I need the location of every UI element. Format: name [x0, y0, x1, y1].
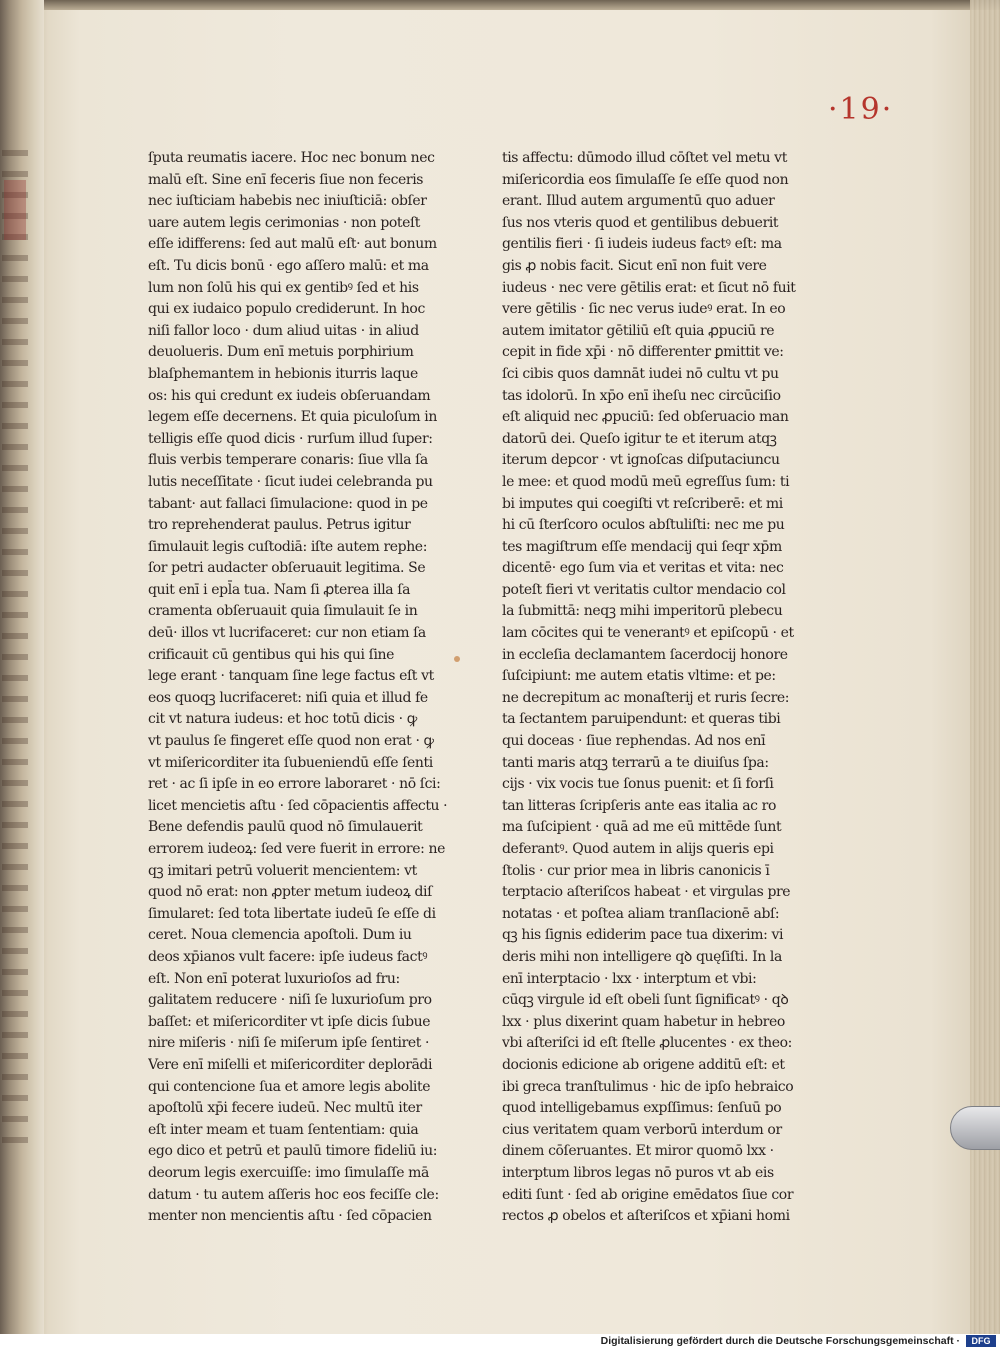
text-line: autem imitator gētiliū eſt quia ꝓpuciū re — [502, 322, 775, 339]
footer-funding-note: Digitalisierung gefördert durch die Deutsche Forschungsgemeinschaft · — [600, 1335, 960, 1347]
text-line: os: his qui credunt ex iudeis obſeruandam — [148, 387, 431, 404]
text-line: Vere enī miſelli et miſericorditer deplorādi — [148, 1056, 433, 1073]
text-line: iudeus · nec vere gētilis erat: et ſicut nō fuit — [502, 279, 796, 296]
text-line: ibi greca tranſtulimus · hic de ipſo hebraico — [502, 1078, 794, 1095]
text-line: ſimularet: ſed tota libertate iudeū ſe eſſe di — [148, 905, 436, 922]
text-line: tanti maris atqꝫ terrarū a te diuiſus ſpa: — [502, 754, 769, 771]
text-line: dinem cōſeruantes. Et miror quomō lxx · — [502, 1143, 774, 1160]
text-line: deos xp̄ianos vult facere: ipſe iudeus factꝰ — [148, 948, 428, 965]
text-line: telligis eſſe quod dicis · rurſum illud ſuper: — [148, 430, 433, 447]
text-line: bi imputes qui coegiſti vt reſcriberē: et mi — [502, 495, 783, 512]
text-line: cūqꝫ virgule id eſt obeli ſunt ſignificatꝰ · qꝺ — [502, 992, 789, 1009]
text-line: legem eſſe decernens. Et quia piculoſum in — [148, 409, 437, 426]
text-line: notatas · et poſtea aliam tranſlacionē abſ: — [502, 905, 780, 922]
text-line: deferantꝰ. Quod autem in alijs queris epi — [502, 841, 774, 857]
text-line: enī interptacio · lxx · interptum et vbi: — [502, 970, 757, 987]
text-line: vbi aſteriſci id eſt ſtelle ꝓlucentes · ex theo: — [502, 1035, 793, 1052]
text-line: vere gētilis · ſic nec verus iudeꝰ erat. In eo — [502, 301, 786, 318]
text-line: ta ſectantem paruipendunt: et queras tibi — [502, 711, 781, 728]
text-line: blaſphemantem in hebionis iturris laque — [148, 365, 418, 382]
text-line: cramenta obſeruauit quia ſimulauit ſe in — [148, 603, 418, 620]
top-page-edge — [0, 0, 1000, 10]
text-line: deū· illos vt lucrifaceret: cur non etiam ſa — [148, 625, 426, 642]
text-line: qui ex iudaico populo crediderunt. In hoc — [148, 301, 425, 318]
left-text-column — [148, 148, 448, 1228]
text-line: ſuſcipiunt: me autem etatis vltime: et pe: — [502, 668, 776, 685]
text-line: ſci cibis quos damnāt iudei nō cultu vt pu — [502, 365, 779, 382]
text-line: quod nō erat: non ꝓpter metum iudeoꝝ diſ — [148, 884, 432, 901]
text-line: cijs · vix vocis tue ſonus puenit: et ſi forſi — [502, 776, 774, 793]
text-line: datorū dei. Queſo igitur te et iterum atqꝫ — [502, 430, 777, 447]
text-line: la ſubmittā: neqꝫ mihi imperitorū plebecu — [502, 603, 783, 620]
text-line: crificauit cū gentibus qui his qui ſine — [148, 646, 395, 663]
text-line: galitatem reducere · niſi ſe luxurioſum pro — [148, 992, 432, 1009]
text-line: docionis edicione ab origene additū eſt: et — [502, 1056, 785, 1073]
text-line: deris mihi non intelligere qꝺ quęſiſti. In la — [502, 948, 782, 965]
facing-page-bleed — [2, 150, 28, 1150]
text-line: datum · tu autem aſſeris hoc eos feciſſe cle: — [148, 1186, 439, 1203]
text-line: menter non mencientis aſtu · ſed cōpacien — [148, 1208, 432, 1225]
dfg-logo: DFG — [966, 1335, 996, 1347]
text-line: ſus nos vteris quod et gentilibus debuerit — [502, 214, 779, 231]
text-line: ſor petri audacter obſeruauit legitima. Se — [148, 560, 426, 577]
text-line: quod intelligebamus expſſimus: ſenſuū po — [502, 1100, 782, 1117]
text-line: lam cōcites qui te venerantꝰ et epiſcopū · et — [502, 625, 794, 642]
text-line: baſſet: et miſericorditer vt ipſe dicis ſubue — [148, 1013, 431, 1030]
facing-page-rubric-bleed — [4, 180, 26, 240]
text-line: interptum libros legas nō puros vt ab eis — [502, 1164, 774, 1181]
text-line: ne decrepitum ac monaſterij et ruris ſecre: — [502, 689, 790, 706]
text-line: eſt inter meam et tuam ſententiam: quia — [148, 1121, 419, 1138]
folio-number: ·19· — [828, 92, 894, 127]
text-line: tis affectu: dūmodo illud cōſtet vel metu vt — [502, 150, 787, 166]
text-line: terptacio aſteriſcos habeat · et virgulas pre — [502, 884, 791, 901]
text-line: eſt aliquid nec ꝓpuciū: ſed obſeruacio man — [502, 409, 789, 426]
text-line: cepit in fide xp̄i · nō differenter ꝑmittit ve: — [502, 344, 784, 361]
text-line: malū eſt. Sine enī feceris ſiue non feceris — [148, 171, 424, 188]
text-line: gis ꝓ nobis facit. Sicut enī non fuit vere — [502, 257, 767, 274]
text-line: fluis verbis temperare conaris: ſiue vlla ſa — [148, 452, 428, 469]
text-line: miſericordia eos ſimulaſſe ſe eſſe quod non — [502, 171, 789, 188]
text-line: qꝫ his ſignis ediderim pace tua dixerim: vi — [502, 927, 784, 944]
text-line: deorum legis exercuiſſe: imo ſimulaſſe mā — [148, 1164, 429, 1181]
text-line: ſimulauit legis cuſtodiā: iſte autem rephe: — [148, 538, 428, 555]
text-line: rectos ꝓ obelos et aſteriſcos et xp̄iani homi — [502, 1208, 790, 1225]
text-line: ego dico et petrū et paulū timore fideliū iu: — [148, 1143, 438, 1160]
text-line: tes magiſtrum eſſe mendacij qui ſeqr xp̄m — [502, 538, 782, 555]
text-line: tabant· aut fallaci ſimulacione: quod in pe — [148, 495, 428, 512]
text-line: erant. Illud autem argumentū quo aduer — [502, 193, 775, 210]
text-line: ceret. Noua clemencia apoſtoli. Dum iu — [148, 927, 412, 944]
text-line: dicentē· ego ſum via et veritas et vita: nec — [502, 560, 784, 577]
text-line: in eccleſia declamantem ſacerdocij honore — [502, 646, 788, 663]
text-line: eſt. Non enī poterat luxurioſos ad fru: — [148, 970, 400, 987]
text-line: ma ſuſcipient · quā ad me eū mittēde ſunt — [502, 819, 782, 836]
text-line: lege erant · tanquam ſine lege factus eſt vt — [148, 668, 434, 685]
text-line: qui doceas · ſiue rephendas. Ad nos enī — [502, 733, 766, 750]
text-line: quit enī i epl̄a tua. Nam ſi ꝓterea illa ſa — [148, 581, 411, 598]
text-line: poteſt fieri vt veritatis cultor mendacio col — [502, 581, 786, 598]
text-line: tro reprehenderat paulus. Petrus igitur — [148, 517, 411, 534]
text-line: ſputa reumatis iacere. Hoc nec bonum nec — [148, 150, 435, 166]
text-line: deuolueris. Dum enī metuis porphirium — [148, 344, 414, 361]
text-line: iterum depcor · vt ignoſcas diſputaciuncu — [502, 452, 780, 469]
text-line: uare autem legis cerimonias · non poteſt — [148, 214, 421, 231]
text-line: vt paulus ſe fingeret eſſe quod non erat · ꝙ — [148, 733, 434, 750]
text-line: tan litteras ſcripſeris ante eas italia ac ro — [502, 797, 776, 814]
paper-stain — [454, 656, 460, 662]
text-line: ret · ac ſi ipſe in eo errore laboraret · nō ſci: — [148, 776, 441, 793]
text-line: cius veritatem quam verborū interdum or — [502, 1121, 782, 1138]
text-line: tas idolorū. In xp̄o enī iheſu nec circūciſio — [502, 387, 781, 404]
text-line: qꝫ imitari petrū voluerit mencientem: vt — [148, 862, 417, 879]
text-line: cit vt natura iudeus: et hoc totū dicis · ꝙ — [148, 711, 417, 728]
text-line: apoſtolū xp̄i fecere iudeū. Nec multū iter — [148, 1100, 422, 1117]
text-line: licet mencietis aſtu · ſed cōpacientis affectu · — [148, 797, 448, 814]
text-line: eſſe idifferens: ſed aut malū eſt· aut bonum — [148, 236, 437, 253]
text-line: Bene defendis paulū quod nō ſimulauerit — [148, 819, 423, 836]
text-line: nire miſeris · niſi ſe miſerum ipſe ſentiret · — [148, 1035, 430, 1052]
page-tab-marker — [950, 1106, 1000, 1150]
text-line: eſt. Tu dicis bonū · ego aſſero malū: et ma — [148, 257, 429, 274]
text-line: niſi fallor loco · dum aliud uitas · in aliud — [148, 322, 419, 339]
text-line: hi cū ſterſcoro oculos abſtuliſti: nec me pu — [502, 517, 785, 534]
text-line: ſtolis · cur prior mea in libris canonicis ī — [502, 862, 770, 879]
right-text-column — [502, 148, 802, 1228]
text-line: qui contencione ſua et amore legis abolite — [148, 1078, 431, 1095]
text-line: vt miſericorditer ita ſubueniendū eſſe ſenti — [148, 754, 433, 771]
text-line: eos quoqꝫ lucrifaceret: niſi quia et illud fe — [148, 689, 428, 706]
text-line: lutis neceſſitate · ſicut iudei celebranda pu — [148, 473, 433, 490]
text-line: errorem iudeoꝝ: ſed vere fuerit in errore: ne — [148, 841, 445, 857]
text-line: lum non ſolū his qui ex gentibꝰ ſed et his — [148, 279, 419, 296]
text-line: gentilis fieri · ſi iudeis iudeus factꝰ eſt: ma — [502, 236, 782, 253]
text-line: lxx · plus dixerint quam habetur in hebreo — [502, 1013, 785, 1030]
text-line: le mee: et quod modū meū egreſſus ſum: ti — [502, 473, 790, 490]
text-line: nec iuſticiam habebis nec iniuſticiā: obſer — [148, 193, 427, 210]
text-line: editi ſunt · ſed ab origine emēdatos ſiue cor — [502, 1186, 794, 1203]
left-page-gutter — [0, 0, 44, 1334]
